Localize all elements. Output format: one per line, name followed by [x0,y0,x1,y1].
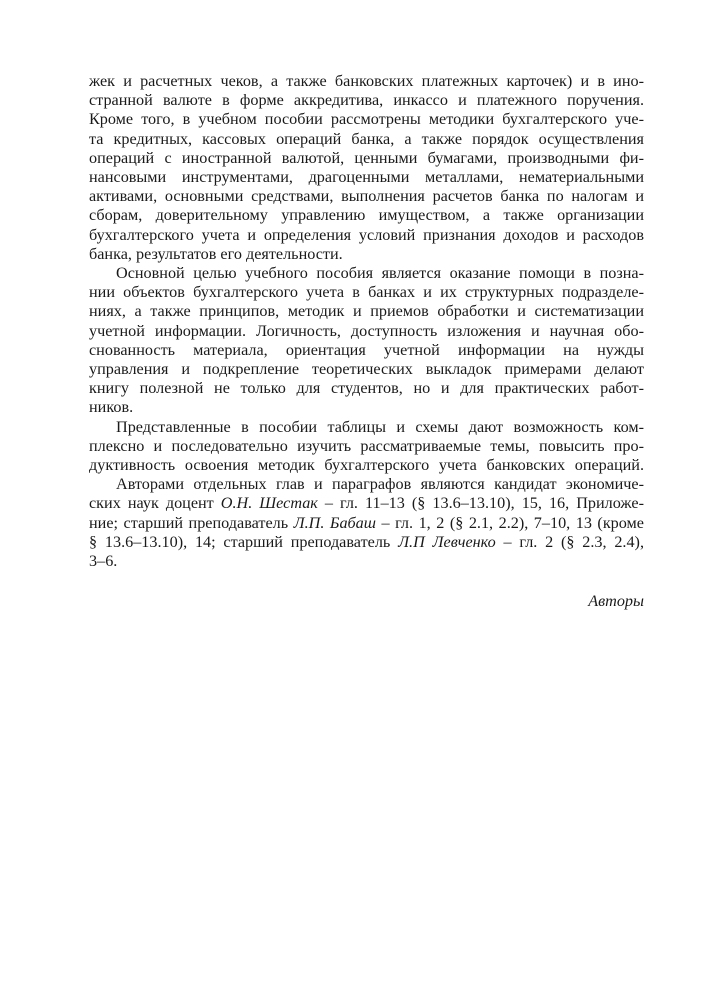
text-line: Представленные в пособии таблицы и схемы дают возможность ком- [116,417,644,436]
paragraph-3 [89,418,644,476]
text-line [89,494,644,513]
text-line [89,514,644,533]
text-fragment: – гл. 1, 2 (§ 2.1, 2.2), 7–10, 13 (кроме [376,513,644,532]
text-line: нансовыми инструментами, драгоценными металлами, нематериальными [89,168,644,187]
text-line: Кроме того, в учебном пособии рассмотрены методики бухгалтерского уче- [89,110,644,129]
text-line: управления и подкрепление теоретических выкладок примерами делают [89,360,644,379]
text-line: нии объектов бухгалтерского учета в банках и их структурных подразделе- [89,283,644,302]
text-fragment: ских наук доцент [89,494,221,513]
text-line: та кредитных, кассовых операций банка, а также порядок осуществления [89,129,644,148]
text-fragment: – гл. 2 (§ 2.3, 2.4), [495,532,644,551]
author-name: О.Н. Шестак [220,494,318,513]
text-line: активами, основными средствами, выполнения расчетов банка по налогам и [89,187,644,206]
text-fragment: § 13.6–13.10), 14; старший преподаватель [89,532,399,551]
author-name: Л.П Левченко [398,532,496,551]
text-line: ников. [89,398,134,417]
text-line: бухгалтерского учета и определения условий признания доходов и расходов [89,225,644,244]
text-fragment: – гл. 11–13 (§ 13.6–13.10), 15, 16, Приложе- [317,494,644,513]
text-line: Основной целью учебного пособия является оказание помощи в позна- [116,264,644,283]
text-line: операций с иностранной валютой, ценными бумагами, производными фи- [89,148,644,167]
text-line: банка, результатов его деятельности. [89,244,343,263]
text-line: жек и расчетных чеков, а также банковских платежных карточек) и в ино- [89,72,644,90]
text-line: ниях, а также принципов, методик и приемов обработки и систематизации [89,302,644,321]
paragraph-2 [89,264,644,418]
text-line: 3–6. [89,552,118,571]
signature-authors: Авторы [588,592,644,610]
text-line [89,533,644,552]
text-line: снованность материала, ориентация учетной информации на нужды [89,340,644,359]
paragraph-1 [89,72,644,264]
text-line: Авторами отдельных глав и параграфов являются кандидат экономиче- [116,475,644,494]
text-line: книгу полезной не только для студентов, но и для практических работ- [89,379,644,398]
text-line: учетной информации. Логичность, доступность изложения и научная обо- [89,321,644,340]
body-text [89,72,644,571]
text-line: плексно и последовательно изучить рассматриваемые темы, повысить про- [89,436,644,455]
text-fragment: ние; старший преподаватель [89,513,294,532]
paragraph-authors [89,475,644,571]
text-line: странной валюте в форме аккредитива, инкассо и платежного поручения. [89,91,644,110]
author-name: Л.П. Бабаш [293,513,376,532]
text-line: сборам, доверительному управлению имуществом, а также организации [89,206,644,225]
text-line: дуктивность освоения методик бухгалтерского учета банковских операций. [89,456,644,475]
